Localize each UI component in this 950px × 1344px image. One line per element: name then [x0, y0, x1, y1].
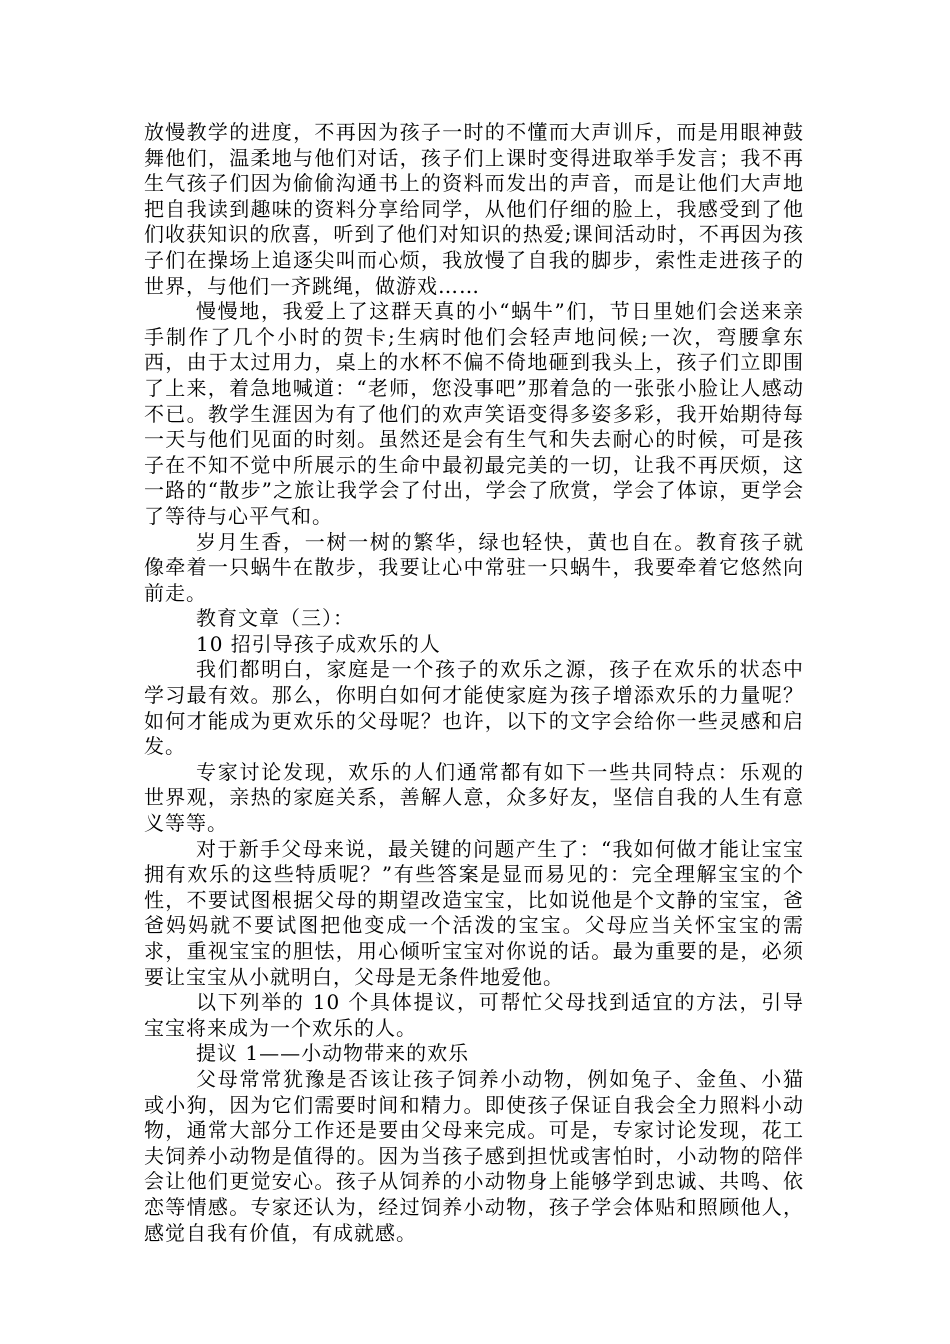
paragraph-closing: 岁月生香，一树一树的繁华，绿也轻快，黄也自在。教育孩子就像牵着一只蜗牛在散步，我要让心中常驻一只蜗牛，我要牵着它悠然向前走。: [144, 529, 804, 605]
suggestion-heading: 提议 1——小动物带来的欢乐: [196, 1041, 470, 1066]
paragraph-pets: 父母常常犹豫是否该让孩子饲养小动物，例如兔子、金鱼、小猫或小狗，因为它们需要时间和精力。即使孩子保证自我会全力照料小动物，通常大部分工作还是要由父母来完成。可是，专家讨论发现，花工夫饲养小动物是值得的。因为当孩子感到担忧或害怕时，小动物的陪伴会让他们更觉安心。孩子从饲养的小动物身上能够学到忠诚、共鸣、依恋等情感。专家还认为，经过饲养小动物，孩子学会体贴和照顾他人，感觉自我有价值，有成就感。: [144, 1066, 804, 1245]
paragraph-snails: 慢慢地，我爱上了这群天真的小“蜗牛”们，节日里她们会送来亲手制作了几个小时的贺卡;生病时他们会轻声地问候;一次，弯腰拿东西，由于太过用力，桌上的水杯不偏不倚地砸到我头上，孩子们立即围了上来，着急地喊道：“老师，您没事吧”那着急的一张张小脸让人感动不已。教学生涯因为有了他们的欢声笑语变得多姿多彩，我开始期待每一天与他们见面的时刻。虽然还是会有生气和失去耐心的时候，可是孩子在不知不觉中所展示的生命中最初最完美的一切，让我不再厌烦，这一路的“散步”之旅让我学会了付出，学会了欣赏，学会了体谅，更学会了等待与心平气和。: [144, 299, 804, 528]
paragraph-continuation: 放慢教学的进度，不再因为孩子一时的不懂而大声训斥，而是用眼神鼓舞他们，温柔地与他们对话，孩子们上课时变得进取举手发言；我不再生气孩子们因为偷偷沟通书上的资料而发出的声音，而是让他们大声地把自我读到趣味的资料分享给同学，从他们仔细的脸上，我感受到了他们收获知识的欣喜，听到了他们对知识的热爱;课间活动时，不再因为孩子们在操场上追逐尖叫而心烦，我放慢了自我的脚步，索性走进孩子的世界，与他们一齐跳绳，做游戏……: [144, 120, 804, 298]
paragraph-research: 专家讨论发现，欢乐的人们通常都有如下一些共同特点：乐观的世界观，亲热的家庭关系，善解人意，众多好友，坚信自我的人生有意义等等。: [144, 759, 804, 836]
article-heading: 教育文章（三）：: [196, 606, 354, 631]
document-body: [144, 120, 804, 1246]
paragraph-parents: 对于新手父母来说，最关键的问题产生了：“我如何做才能让宝宝拥有欢乐的这些特质呢？”有些答案是显而易见的：完全理解宝宝的个性，不要试图根据父母的期望改造宝宝，比如说他是个文静的宝宝，爸爸妈妈就不要试图把他变成一个活泼的宝宝。父母应当关怀宝宝的需求，重视宝宝的胆怯，用心倾听宝宝对你说的话。最为重要的是，必须要让宝宝从小就明白，父母是无条件地爱他。: [144, 836, 804, 989]
paragraph-intro: 我们都明白，家庭是一个孩子的欢乐之源，孩子在欢乐的状态中学习最有效。那么，你明白如何才能使家庭为孩子增添欢乐的力量呢？如何才能成为更欢乐的父母呢？也许，以下的文字会给你一些灵感和启发。: [144, 657, 804, 759]
paragraph-suggestions: 以下列举的 10 个具体提议，可帮忙父母找到适宜的方法，引导宝宝将来成为一个欢乐的人。: [144, 990, 804, 1040]
article-title: 10 招引导孩子成欢乐的人: [196, 631, 441, 656]
